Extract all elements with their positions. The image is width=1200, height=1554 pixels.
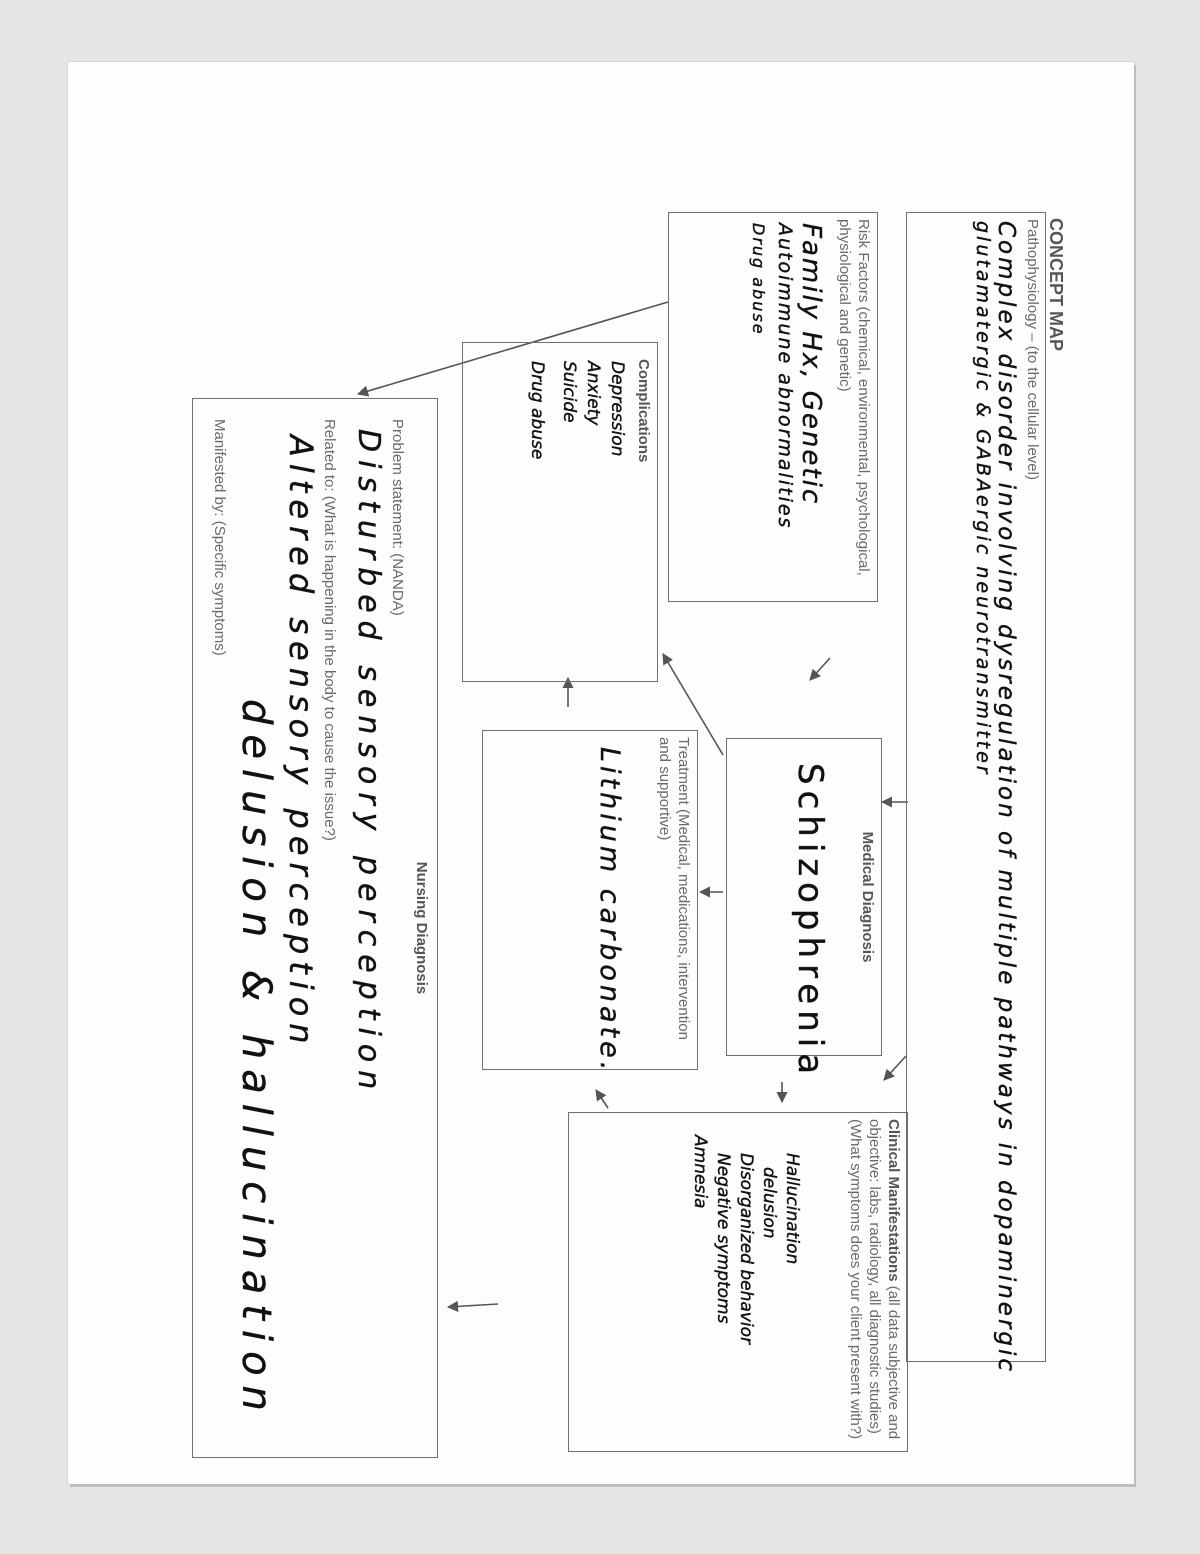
complications-box — [462, 342, 658, 682]
manifestation-item: Disorganized behavior — [736, 1153, 756, 1344]
treatment-box — [482, 730, 698, 1075]
arrow-clinical-to-treatment — [596, 1090, 608, 1108]
risk-factor-item: Autoimmune abnormalities — [774, 223, 797, 530]
manifested-by-label: Manifested by: (Specific symptoms) — [211, 419, 228, 656]
related-to-label: Related to: (What is happening in the body to cause the issue?) — [321, 419, 338, 841]
nursing-diagnosis-box — [192, 398, 438, 1458]
risk-factors-text — [749, 223, 825, 529]
problem-statement-label: Problem statement: (NANDA) — [389, 419, 406, 616]
concept-map-page — [78, 202, 1066, 1522]
complication-item: Drug abuse — [527, 361, 547, 460]
clinical-manifestations-box — [568, 1112, 908, 1452]
clinical-manifestations-title: Clinical Manifestations — [885, 1119, 902, 1282]
problem-statement-value: Disturbed sensory perception — [351, 429, 386, 1098]
paper-sheet — [68, 62, 1134, 1484]
risk-factors-box — [668, 212, 878, 602]
manifestation-item: Negative symptoms — [713, 1153, 733, 1324]
complication-item: Anxiety — [583, 361, 603, 426]
clinical-manifestations-label — [846, 1119, 903, 1444]
manifestation-item: Amnesia — [690, 1135, 710, 1209]
manifestation-item: Hallucination — [782, 1153, 802, 1265]
risk-factor-item: Family Hx, Genetic — [796, 223, 826, 506]
risk-factor-item: Drug abuse — [749, 223, 769, 336]
medical-diagnosis-value: Schizophrenia — [790, 763, 830, 1081]
treatment-value: Lithium carbonate. — [594, 747, 625, 1075]
risk-factors-label: Risk Factors (chemical, environmental, psychological, physiological and genetic) — [836, 219, 872, 576]
manifestation-item: delusion — [759, 1167, 779, 1239]
clinical-manifestations-text — [688, 1135, 803, 1344]
pathophysiology-label: Pathophysiology – (to the cellular level) — [1024, 219, 1041, 480]
related-to-value: Altered sensory perception — [282, 435, 320, 1051]
medical-diagnosis-label: Medical Diagnosis — [859, 831, 876, 963]
arrow-risk-to-medical — [810, 658, 830, 680]
arrow-patho-to-clinical — [884, 1056, 906, 1080]
complications-label: Complications — [635, 359, 652, 463]
manifested-by-value: delusion & hallucination — [233, 699, 279, 1421]
page-title: CONCEPT MAP — [1046, 218, 1066, 352]
arrow-clinical-to-nursing — [448, 1304, 498, 1307]
medical-diagnosis-box — [726, 738, 882, 1081]
pathophysiology-box — [906, 212, 1046, 1375]
complication-item: Depression — [607, 361, 627, 457]
clinical-manifestations-desc: (all data subjective and objective: labs, radiology, all diagnostic studies) (What symptoms does your client present with?) — [847, 1119, 902, 1440]
pathophysiology-line: glutamatergic & GABAergic neurotransmitter — [971, 221, 994, 777]
complications-text — [525, 361, 629, 459]
treatment-label: Treatment (Medical, medications, intervention and supportive) — [656, 737, 692, 1040]
pathophysiology-line: Complex disorder involving dysregulation of multiple pathways in dopaminergic — [993, 221, 1019, 1375]
pathophysiology-text — [971, 221, 1019, 1374]
nursing-diagnosis-label: Nursing Diagnosis — [413, 861, 430, 995]
complication-item: Suicide — [559, 361, 579, 423]
